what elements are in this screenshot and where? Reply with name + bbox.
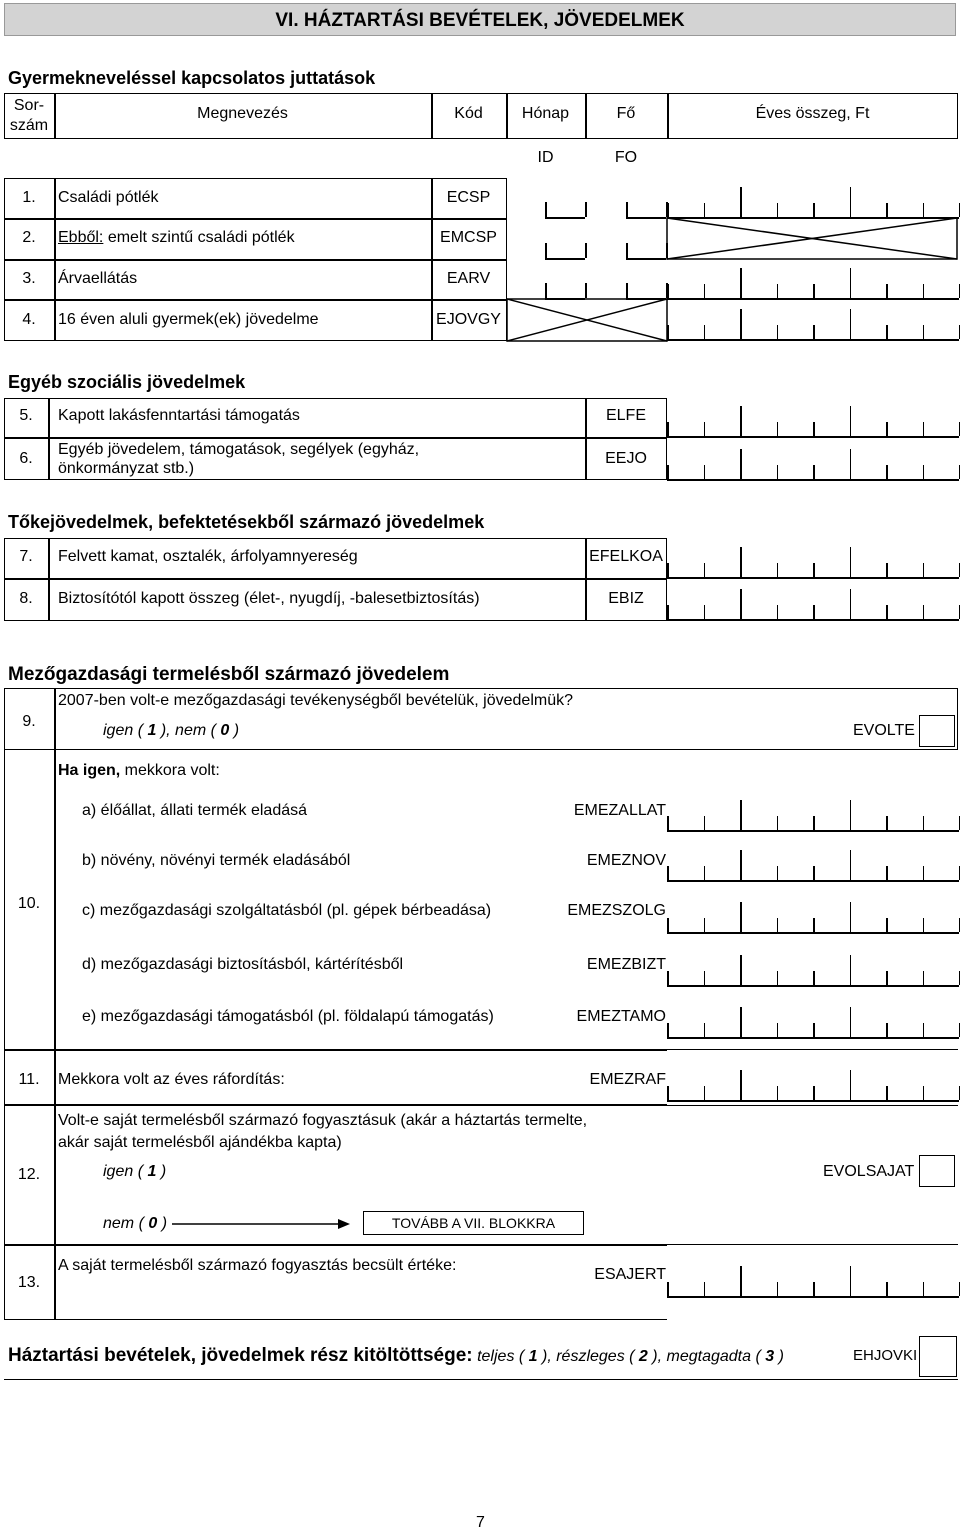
row6-label: Egyéb jövedelem, támogatások, segélyek (egyház, önkormányzat stb.) (58, 441, 420, 477)
row3-num: 3. (22, 270, 36, 287)
col-fo: Fő (616, 105, 636, 122)
q13-code: ESAJERT (594, 1266, 666, 1283)
completeness-code: EHJOVKI (853, 1347, 918, 1364)
col-kod: Kód (454, 105, 483, 122)
row7-label: Felvett kamat, osztalék, árfolyamnyereség (58, 548, 358, 565)
section-title-gyermek: Gyermekneveléssel kapcsolatos juttatások (8, 68, 376, 88)
row5-label: Kapott lakásfenntartási támogatás (58, 407, 300, 424)
row1-label: Családi pótlék (58, 189, 159, 206)
q9-num: 9. (22, 713, 36, 730)
row8-label: Biztosítótól kapott összeg (élet-, nyugdíj, -balesetbiztosítás) (58, 590, 480, 607)
subheader-fo: FO (614, 149, 638, 166)
q12-answer-box[interactable] (919, 1155, 955, 1187)
q12-igen: igen ( 1 ) (103, 1163, 167, 1180)
row7-num: 7. (19, 548, 33, 565)
q12-label: Volt-e saját termelésből származó fogyasztásuk (akár a háztartás termelte, akár saját termelésből ajándékba kapta) (58, 1112, 588, 1151)
page-number: 7 (476, 1514, 485, 1531)
completeness-line: Háztartási bevételek, jövedelmek rész kitöltöttsége: teljes ( 1 ), részleges ( 2 ), megtagadta ( 3 ) (8, 1345, 784, 1366)
row1-num: 1. (22, 189, 36, 206)
section-title-toke: Tőkejövedelmek, befektetésekből származó jövedelmek (8, 512, 485, 532)
q13-num: 13. (17, 1274, 41, 1291)
row4-num: 4. (22, 311, 36, 328)
row2-num: 2. (22, 229, 36, 246)
q13-label: A saját termelésből származó fogyasztás becsült értéke: (58, 1257, 457, 1274)
q9-question: 2007-ben volt-e mezőgazdasági tevékenységből bevételük, jövedelmük? (58, 692, 573, 709)
q11-label: Mekkora volt az éves ráfordítás: (58, 1071, 285, 1088)
row5-num: 5. (19, 407, 33, 424)
q9-options: igen ( 1 ), nem ( 0 ) (103, 722, 240, 739)
q9-answer-box[interactable] (919, 715, 955, 747)
q10d-label: d) mezőgazdasági biztosításból, kártérítésből (82, 956, 404, 973)
q10b-label: b) növény, növényi termék eladásából (82, 852, 351, 869)
q10-num: 10. (17, 895, 41, 912)
row7-code: EFELKOA (589, 548, 663, 565)
row2-label: Ebből: emelt szintű családi pótlék (58, 229, 295, 246)
q12-num: 12. (17, 1166, 41, 1183)
row1-code: ECSP (446, 189, 491, 206)
row5-code: ELFE (605, 407, 646, 424)
col-sorszam: Sor- szám (9, 97, 49, 134)
q10-intro: Ha igen, mekkora volt: (58, 762, 220, 779)
row8-code: EBIZ (608, 590, 644, 607)
col-honap: Hónap (521, 105, 570, 122)
row4-label: 16 éven aluli gyermek(ek) jövedelme (58, 311, 319, 328)
q10c-label: c) mezőgazdasági szolgáltatásból (pl. gépek bérbeadása) (82, 902, 492, 919)
q11-num: 11. (18, 1071, 40, 1088)
subheader-id: ID (537, 149, 554, 166)
col-eves-osszeg: Éves összeg, Ft (755, 105, 870, 122)
col-megnevezes: Megnevezés (197, 105, 288, 122)
section-title-mezogazdasag: Mezőgazdasági termelésből származó jövedelem (8, 664, 450, 685)
row3-code: EARV (446, 270, 491, 287)
q9-code: EVOLTE (853, 722, 915, 739)
row2-code: EMCSP (440, 229, 497, 246)
row6-num: 6. (19, 450, 33, 467)
q10a-code: EMEZALLAT (573, 802, 666, 819)
row3-label: Árvaellátás (58, 270, 138, 287)
row8-num: 8. (19, 590, 33, 607)
q10-box (4, 750, 958, 1050)
q10c-code: EMEZSZOLG (567, 902, 666, 919)
q10d-code: EMEZBIZT (586, 956, 666, 973)
row6-code: EEJO (605, 450, 647, 467)
q10e-label: e) mezőgazdasági támogatásból (pl. földalapú támogatás) (82, 1008, 494, 1025)
q12-code: EVOLSAJAT (823, 1163, 915, 1180)
goto-next-block-box: TOVÁBB A VII. BLOKKRA (363, 1211, 584, 1235)
q10a-label: a) élőállat, állati termék eladásá (82, 802, 308, 819)
page-title: VI. HÁZTARTÁSI BEVÉTELEK, JÖVEDELMEK (4, 3, 956, 36)
completeness-answer-box[interactable] (919, 1336, 957, 1377)
q11-code: EMEZRAF (589, 1071, 666, 1088)
q10b-code: EMEZNOV (586, 852, 666, 869)
q10e-code: EMEZTAMO (576, 1008, 666, 1025)
q12-nem: nem ( 0 ) (103, 1215, 168, 1232)
row4-code: EJOVGY (436, 311, 501, 328)
section-title-szocialis: Egyéb szociális jövedelmek (8, 372, 246, 392)
